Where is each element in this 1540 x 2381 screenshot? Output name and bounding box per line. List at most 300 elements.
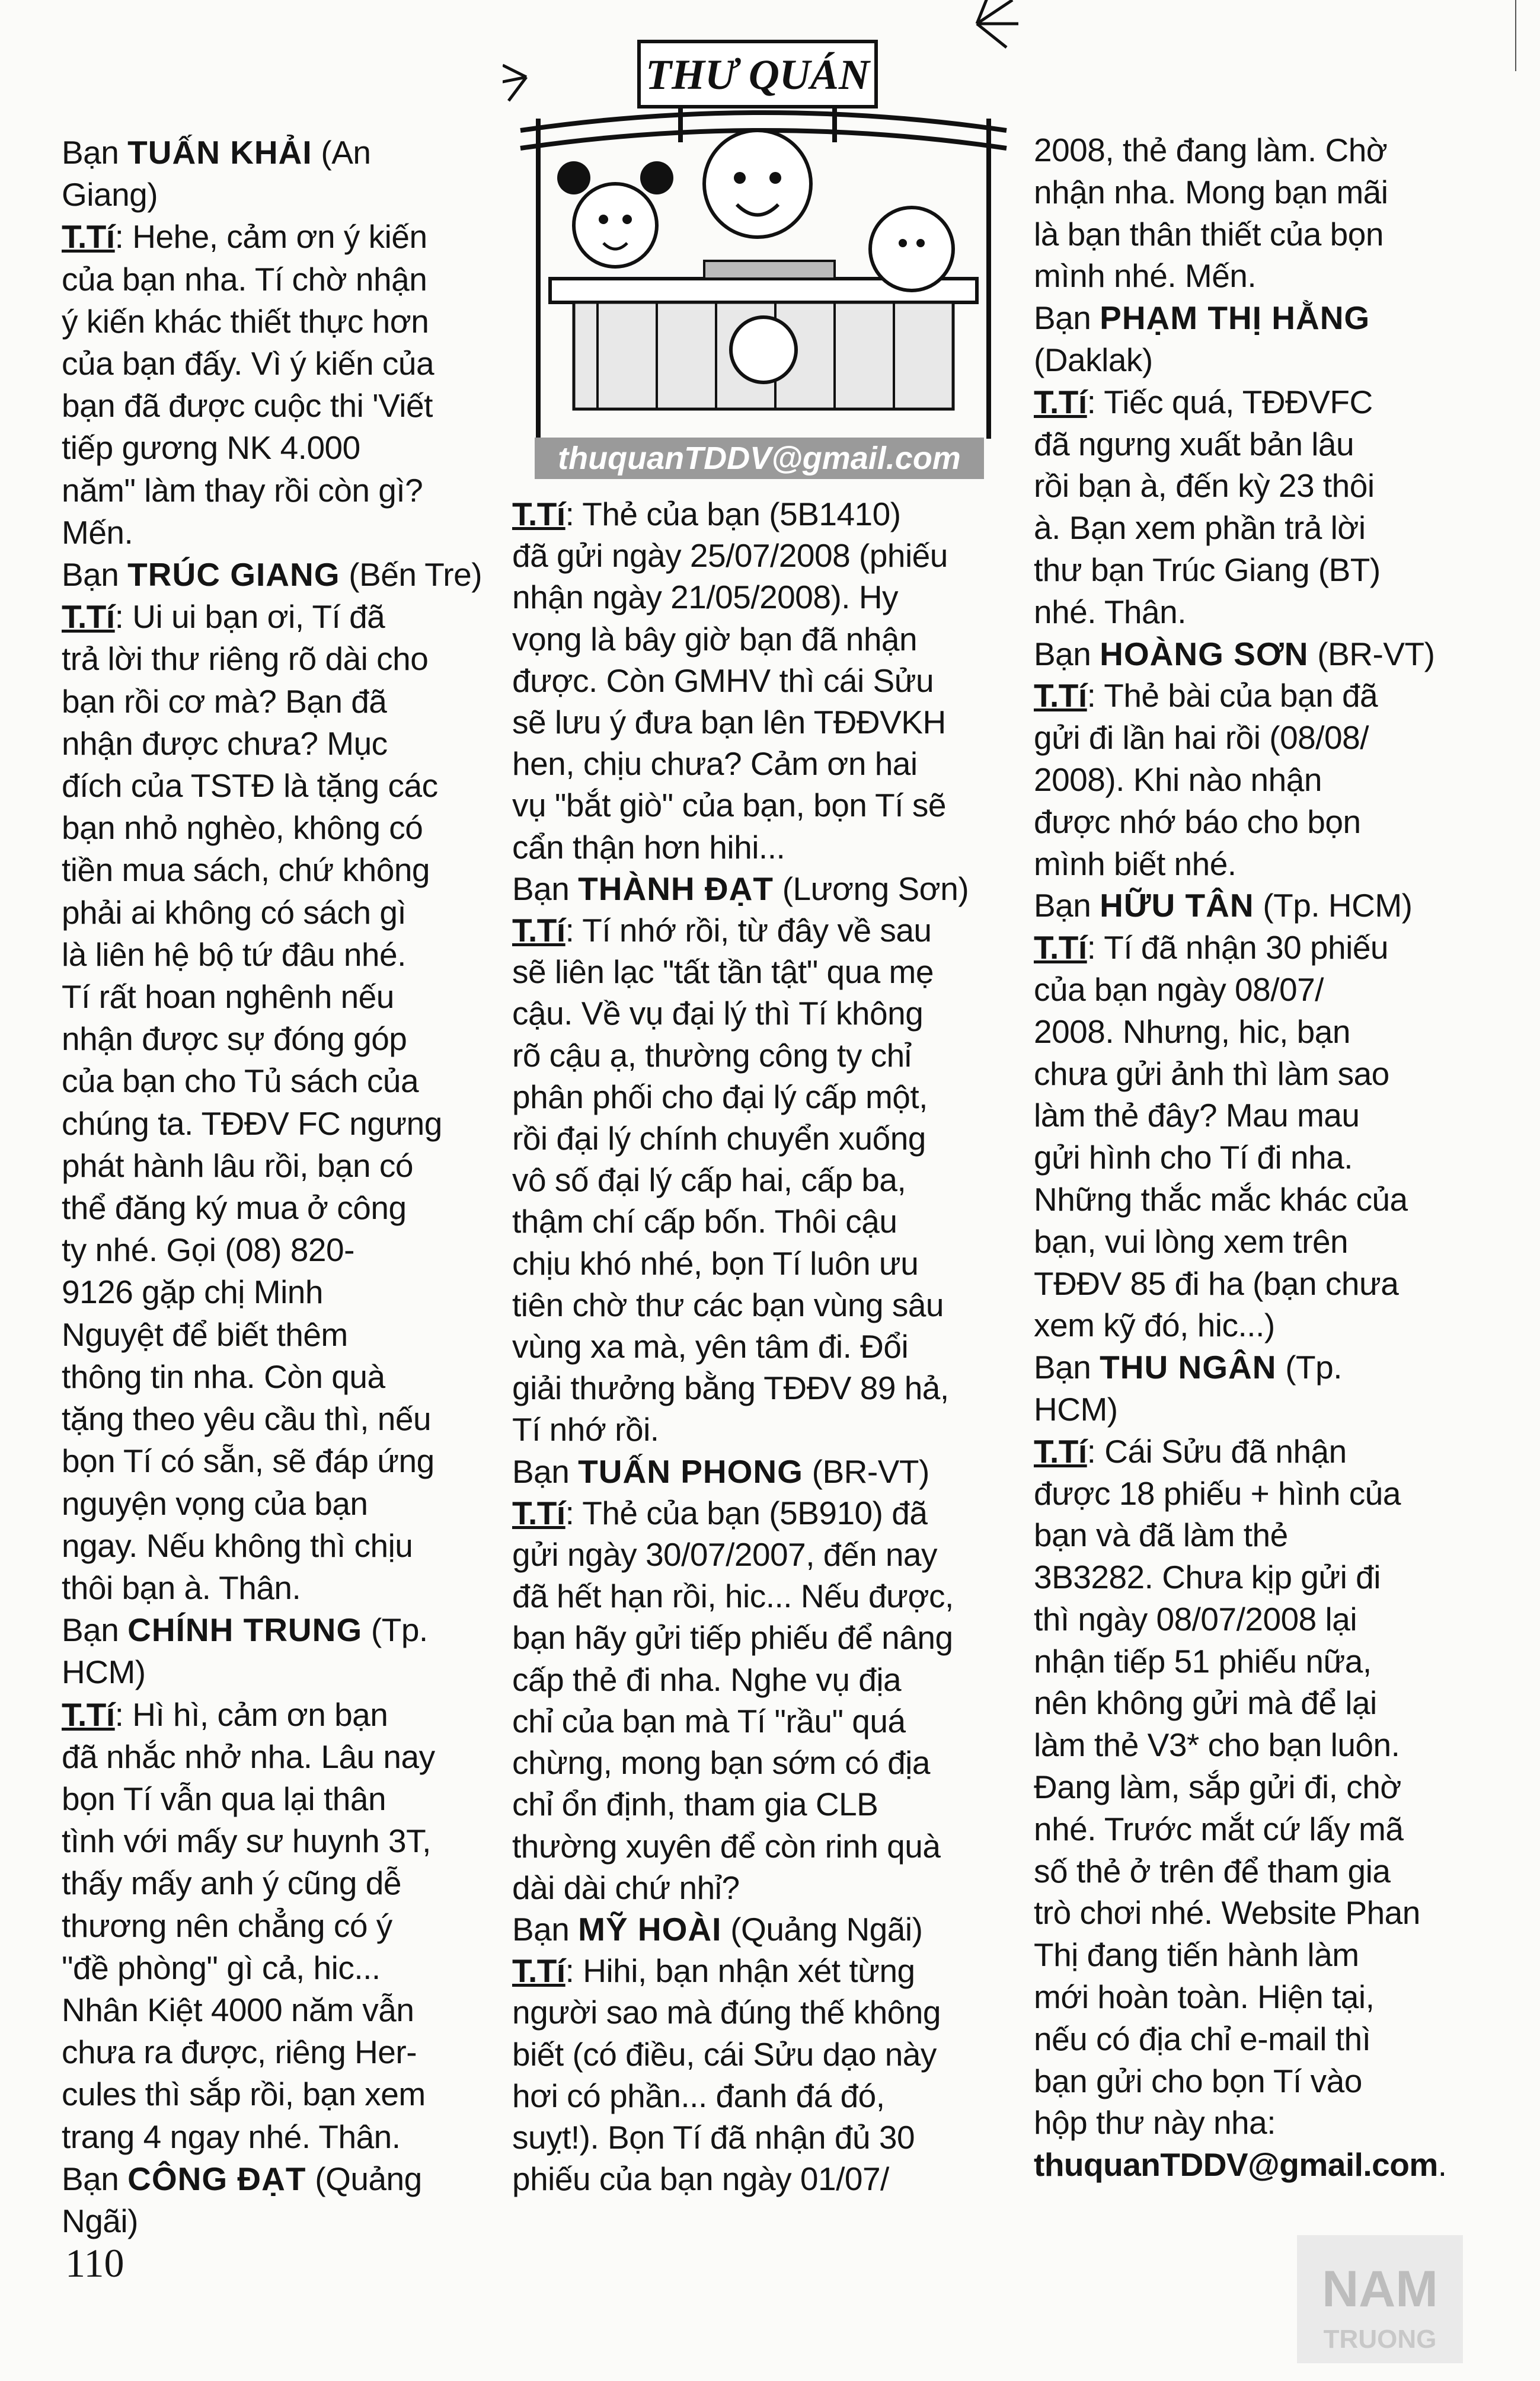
text-segment: thường xuyên để còn rinh quà <box>512 1827 941 1865</box>
text-line <box>1034 1850 1450 1892</box>
text-segment: người sao mà đúng thế không <box>512 1994 941 2031</box>
text-line <box>62 258 471 301</box>
text-line <box>1034 1473 1450 1515</box>
logo-line-1: NAM <box>1322 2261 1438 2318</box>
text-segment: rõ cậu ạ, thường công ty chỉ <box>512 1036 912 1074</box>
text-segment: : Ui ui bạn ơi, Tí đã <box>114 598 385 636</box>
text-line <box>1034 801 1450 843</box>
text-segment: Thị đang tiến hành làm <box>1034 1936 1359 1974</box>
text-line <box>62 1187 471 1229</box>
scan-edge-line <box>1515 0 1516 71</box>
text-segment: nhận được chưa? Mục <box>62 724 388 762</box>
text-line <box>1034 1179 1450 1221</box>
text-line <box>62 512 471 554</box>
text-segment: giải thưởng bằng TĐĐV 89 hả, <box>512 1370 949 1407</box>
text-segment: vô số đại lý cấp hai, cấp ba, <box>512 1161 906 1199</box>
text-segment: xem kỹ đó, hic...) <box>1034 1307 1275 1344</box>
text-line <box>512 1243 999 1284</box>
text-line <box>62 385 471 427</box>
text-line <box>512 1409 999 1450</box>
text-segment: hen, chịu chưa? Cảm ơn hai <box>512 745 918 783</box>
text-line <box>512 1284 999 1326</box>
text-line <box>1034 1137 1450 1179</box>
text-segment: bạn đã được cuộc thi 'Viết <box>62 387 433 425</box>
text-line <box>512 1367 999 1409</box>
text-segment: (Quảng Ngãi) <box>721 1910 923 1948</box>
text-line <box>62 1314 471 1356</box>
text-segment: : Cái Sửu đã nhận <box>1087 1432 1347 1470</box>
text-segment: phát hành lâu rồi, bạn có <box>62 1147 413 1184</box>
text-segment: ngay. Nếu không thì chịu <box>62 1527 413 1564</box>
text-segment: phân phối cho đại lý cấp một, <box>512 1078 928 1115</box>
text-segment: tiền mua sách, chứ không <box>62 851 430 889</box>
text-segment: phiếu của bạn ngày 01/07/ <box>512 2160 889 2198</box>
text-segment: Mến. <box>62 513 133 551</box>
text-line <box>512 1201 999 1242</box>
text-line <box>512 1908 999 1950</box>
text-segment: Bạn <box>1034 1349 1100 1386</box>
text-segment: Bạn <box>62 2160 128 2197</box>
text-segment: Bạn <box>512 870 579 907</box>
text-line <box>512 1825 999 1867</box>
text-segment: (Tp. <box>362 1611 428 1649</box>
sign-text: THƯ QUÁN <box>646 51 870 98</box>
text-line <box>62 2073 471 2115</box>
text-line <box>62 1440 471 1482</box>
reply-label: T.Tí <box>62 218 115 256</box>
text-segment: Bạn <box>1034 635 1100 672</box>
reply-label: T.Tí <box>62 1696 115 1733</box>
text-segment: là bạn thân thiết của bọn <box>1034 215 1384 253</box>
text-segment: nhận ngày 21/05/2008). Hy <box>512 579 899 616</box>
text-segment: 3B3282. Chưa kịp gửi đi <box>1034 1559 1381 1596</box>
text-line <box>62 470 471 512</box>
text-segment: bạn rồi cơ mà? Bạn đã <box>62 682 387 720</box>
text-segment: Tí rất hoan nghênh nếu <box>62 978 394 1016</box>
text-segment: nhận được sự đóng góp <box>62 1020 407 1058</box>
text-segment: Bạn <box>62 556 128 593</box>
thu-quan-header-illustration <box>503 0 1024 492</box>
email-banner: thuquanTDDV@gmail.com <box>535 438 984 479</box>
text-line <box>1034 843 1450 885</box>
text-segment: làm thẻ V3* cho bạn luôn. <box>1034 1726 1400 1764</box>
reply-label: T.Tí <box>512 496 565 532</box>
text-line <box>512 1534 999 1575</box>
text-line <box>1034 1556 1450 1598</box>
text-segment: bạn nhỏ nghèo, không có <box>62 809 423 847</box>
text-segment: cẩn thận hơn hihi... <box>512 828 785 866</box>
text-segment: (Lương Sơn) <box>773 870 969 907</box>
text-line <box>512 660 999 701</box>
text-line <box>1034 213 1450 256</box>
text-segment: Nguyệt để biết thêm <box>62 1316 348 1353</box>
text-line <box>1034 591 1450 633</box>
reply-label: T.Tí <box>512 912 565 949</box>
text-segment: thư bạn Trúc Giang (BT) <box>1034 551 1381 588</box>
text-segment: tặng theo yêu cầu thì, nếu <box>62 1400 432 1438</box>
text-segment: nhé. Thân. <box>1034 593 1186 630</box>
text-segment: : Tí đã nhận 30 phiếu <box>1087 929 1389 966</box>
text-segment: tình với mấy sư huynh 3T, <box>62 1823 431 1860</box>
text-line <box>62 1778 471 1820</box>
text-segment: : Hihi, bạn nhận xét từng <box>565 1952 915 1990</box>
logo-line-2: TRUONG <box>1323 2325 1437 2354</box>
text-segment: Bạn <box>1034 887 1100 924</box>
text-segment: sẽ liên lạc "tất tần tật" qua mẹ <box>512 953 934 991</box>
text-line <box>512 2075 999 2117</box>
text-line <box>62 1609 471 1651</box>
text-line <box>1034 1808 1450 1850</box>
text-segment: trò chơi nhé. Website Phan <box>1034 1894 1420 1932</box>
text-line <box>1034 339 1450 381</box>
text-line <box>512 1991 999 2033</box>
text-segment: mình nhé. Mến. <box>1034 257 1257 295</box>
text-segment: Nhân Kiệt 4000 năm vẫn <box>62 1991 414 2028</box>
text-line <box>1034 1724 1450 1766</box>
text-line <box>1034 633 1450 675</box>
reply-label: T.Tí <box>1034 1432 1087 1470</box>
text-line <box>62 1567 471 1609</box>
text-line <box>1034 507 1450 549</box>
text-line <box>1034 2102 1450 2144</box>
text-line <box>512 868 999 909</box>
text-line <box>1034 465 1450 507</box>
reader-name: PHẠM THỊ HẰNG <box>1100 299 1370 337</box>
text-segment: (BR-VT) <box>803 1453 929 1490</box>
text-line <box>512 576 999 618</box>
text-segment: Bạn <box>62 134 128 171</box>
text-segment: bạn hãy gửi tiếp phiếu để nâng <box>512 1619 953 1657</box>
text-segment: vọng là bây giờ bạn đã nhận <box>512 620 918 658</box>
text-segment: : Hì hì, cảm ơn bạn <box>114 1696 388 1733</box>
text-line <box>1034 1976 1450 2018</box>
text-line <box>512 1783 999 1825</box>
text-line <box>1034 1640 1450 1683</box>
text-segment: Ngãi) <box>62 2202 138 2239</box>
text-segment: à. Bạn xem phần trả lời <box>1034 509 1366 547</box>
text-segment: Đang làm, sắp gửi đi, chờ <box>1034 1769 1401 1806</box>
text-line <box>62 723 471 765</box>
text-segment: rồi đại lý chính chuyển xuống <box>512 1120 926 1157</box>
email-address: thuquanTDDV@gmail.com <box>1034 2146 1438 2184</box>
reader-name: THU NGÂN <box>1100 1349 1277 1386</box>
text-line <box>62 343 471 385</box>
text-line <box>512 1451 999 1492</box>
text-segment: thấy mấy anh ý cũng dễ <box>62 1865 401 1902</box>
text-line <box>62 976 471 1018</box>
text-line <box>1034 1053 1450 1095</box>
text-segment: TĐĐV 85 đi ha (bạn chưa <box>1034 1265 1399 1302</box>
text-segment: của bạn nha. Tí chờ nhận <box>62 260 427 298</box>
text-segment: phải ai không có sách gì <box>62 893 407 931</box>
text-line <box>512 1118 999 1159</box>
text-line <box>62 1229 471 1271</box>
text-segment: thể đăng ký mua ở công <box>62 1189 407 1227</box>
text-segment: vụ "bắt giò" của bạn, bọn Tí sẽ <box>512 787 946 824</box>
text-line <box>1034 2018 1450 2060</box>
text-line <box>62 807 471 849</box>
text-line <box>62 596 471 638</box>
text-segment: thôi bạn à. Thân. <box>62 1569 301 1606</box>
text-segment: ty nhé. Gọi (08) 820- <box>62 1231 354 1269</box>
text-line <box>62 765 471 807</box>
text-line <box>512 1035 999 1076</box>
text-line <box>1034 1682 1450 1724</box>
text-segment: . <box>1437 2146 1447 2184</box>
reply-label: T.Tí <box>1034 929 1087 966</box>
text-line <box>1034 927 1450 969</box>
text-segment: thương nên chẳng có ý <box>62 1907 392 1944</box>
reply-label: T.Tí <box>512 1494 565 1531</box>
text-line <box>1034 759 1450 801</box>
text-segment: của bạn đấy. Vì ý kiến của <box>62 345 434 382</box>
text-segment: 9126 gặp chị Minh <box>62 1274 323 1311</box>
text-line <box>1034 675 1450 717</box>
text-line <box>62 427 471 469</box>
text-line <box>1034 1892 1450 1934</box>
text-line <box>62 554 483 596</box>
text-line <box>512 1159 999 1201</box>
text-line <box>1034 1221 1450 1263</box>
text-line <box>62 174 471 216</box>
text-line <box>1034 885 1450 927</box>
text-line <box>512 826 999 868</box>
text-line <box>1034 1598 1450 1640</box>
text-segment: HCM) <box>1034 1390 1118 1428</box>
reader-name: THÀNH ĐẠT <box>578 870 774 907</box>
text-line <box>62 2031 471 2073</box>
text-segment: Những thắc mắc khác của <box>1034 1180 1408 1218</box>
text-line <box>62 216 471 258</box>
text-segment: chỉ ổn định, tham gia CLB <box>512 1786 878 1823</box>
text-line <box>512 2158 999 2200</box>
text-segment: (Tp. HCM) <box>1254 887 1413 924</box>
reply-label: T.Tí <box>512 1952 565 1990</box>
text-segment: Tí nhớ rồi. <box>512 1411 659 1448</box>
text-line <box>62 1820 471 1862</box>
text-segment: : Hehe, cảm ơn ý kiến <box>114 218 427 256</box>
text-segment: đã hết hạn rồi, hic... Nếu được, <box>512 1578 954 1615</box>
reply-label: T.Tí <box>1034 383 1087 420</box>
text-line <box>62 1989 471 2031</box>
text-line <box>62 638 471 680</box>
text-line <box>1034 1389 1450 1431</box>
text-line <box>1034 549 1450 591</box>
text-line <box>62 1271 471 1313</box>
text-line <box>1034 1094 1450 1137</box>
text-segment: nhé. Trước mắt cứ lấy mã <box>1034 1810 1404 1847</box>
column-1 <box>62 132 483 2242</box>
reader-name: TUẤN KHẢI <box>127 134 312 171</box>
text-line <box>62 1103 471 1145</box>
text-segment: Bạn <box>62 1611 128 1649</box>
text-line <box>1034 1263 1450 1305</box>
text-segment: trang 4 ngay nhé. Thân. <box>62 2118 401 2155</box>
reader-name: TRÚC GIANG <box>127 556 340 593</box>
text-line <box>512 493 999 535</box>
text-segment: năm" làm thay rồi còn gì? <box>62 471 423 509</box>
text-segment: bạn và đã làm thẻ <box>1034 1517 1288 1554</box>
text-segment: bạn gửi cho bọn Tí vào <box>1034 2062 1362 2099</box>
text-line <box>1034 171 1450 213</box>
text-segment: đích của TSTĐ là tặng các <box>62 767 438 805</box>
text-line <box>1034 1346 1450 1389</box>
reader-name: TUẤN PHONG <box>578 1453 803 1490</box>
text-segment: suỵt!). Bọn Tí đã nhận đủ 30 <box>512 2118 915 2156</box>
text-segment: ý kiến khác thiết thực hơn <box>62 302 429 340</box>
reader-name: MỸ HOÀI <box>578 1910 722 1948</box>
text-segment: cậu. Về vụ đại lý thì Tí không <box>512 995 924 1032</box>
text-segment: đã gửi ngày 25/07/2008 (phiếu <box>512 537 948 574</box>
text-segment: nhận tiếp 51 phiếu nữa, <box>1034 1642 1372 1680</box>
reply-label: T.Tí <box>1034 677 1087 714</box>
page-number: 110 <box>65 2240 124 2286</box>
text-line <box>512 784 999 826</box>
text-segment: được nhớ báo cho bọn <box>1034 803 1361 840</box>
text-segment: cules thì sắp rồi, bạn xem <box>62 2076 426 2113</box>
text-line <box>512 1492 999 1534</box>
text-line <box>512 2117 999 2158</box>
text-segment: nên không gửi mà để lại <box>1034 1684 1377 1722</box>
text-segment: (BR-VT) <box>1308 635 1435 672</box>
reply-label: T.Tí <box>62 598 115 636</box>
text-line <box>62 1525 471 1567</box>
text-line <box>1034 2060 1450 2102</box>
text-segment: chưa gửi ảnh thì làm sao <box>1034 1055 1389 1092</box>
text-line <box>512 1700 999 1742</box>
text-line <box>1034 1766 1450 1808</box>
text-line <box>1034 1304 1450 1346</box>
text-line <box>62 1018 471 1060</box>
nam-truong-logo <box>1291 2229 1469 2369</box>
text-segment: gửi ngày 30/07/2007, đến nay <box>512 1536 938 1573</box>
text-segment: 2008. Nhưng, hic, bạn <box>1034 1013 1350 1050</box>
text-segment: 2008). Khi nào nhận <box>1034 761 1322 798</box>
text-segment: trả lời thư riêng rõ dài cho <box>62 640 429 678</box>
text-segment: nguyện vọng của bạn <box>62 1485 368 1522</box>
text-segment: (Bến Tre) <box>340 556 483 593</box>
text-segment: đã ngưng xuất bản lâu <box>1034 425 1354 462</box>
text-segment: là liên hệ bộ tứ đâu nhé. <box>62 936 406 973</box>
text-segment: biết (có điều, cái Sửu dạo này <box>512 2035 937 2073</box>
text-segment: : Tiếc quá, TĐĐVFC <box>1087 383 1373 420</box>
text-segment: : Thẻ bài của bạn đã <box>1087 677 1378 714</box>
text-segment: chúng ta. TĐĐV FC ngưng <box>62 1105 442 1142</box>
text-line <box>512 743 999 784</box>
text-line <box>1034 255 1450 297</box>
reader-name: CÔNG ĐẠT <box>127 2160 306 2197</box>
text-line <box>1034 717 1450 759</box>
text-line <box>1034 297 1450 339</box>
text-segment: nếu có địa chỉ e-mail thì <box>1034 2020 1371 2057</box>
text-line <box>1034 1934 1450 1976</box>
text-line <box>512 535 999 576</box>
text-line <box>62 301 471 343</box>
text-line <box>1034 381 1450 423</box>
text-line <box>62 1651 471 1693</box>
text-line <box>62 132 471 174</box>
text-line <box>62 1398 471 1440</box>
text-line <box>1034 1431 1450 1473</box>
text-segment: gửi đi lần hai rồi (08/08/ <box>1034 719 1369 757</box>
text-line <box>62 1694 471 1736</box>
text-segment: bạn, vui lòng xem trên <box>1034 1223 1349 1260</box>
text-segment: của bạn cho Tủ sách của <box>62 1062 419 1100</box>
column-2 <box>512 493 999 2200</box>
text-line <box>512 951 999 992</box>
text-segment: : Thẻ của bạn (5B1410) <box>565 496 901 532</box>
text-line <box>1034 129 1450 171</box>
text-segment: (An <box>312 134 371 171</box>
text-segment: thông tin nha. Còn quà <box>62 1358 385 1395</box>
text-line <box>62 1862 471 1904</box>
text-line <box>512 1659 999 1700</box>
text-segment: chỉ của bạn mà Tí "rầu" quá <box>512 1702 906 1740</box>
text-line <box>512 909 999 951</box>
text-line <box>512 2034 999 2075</box>
text-segment: nhận nha. Mong bạn mãi <box>1034 173 1388 210</box>
text-line <box>62 2200 471 2242</box>
text-line <box>512 1076 999 1118</box>
reader-name: CHÍNH TRUNG <box>127 1611 363 1649</box>
text-segment: tiên chờ thư các bạn vùng sâu <box>512 1286 944 1323</box>
text-line <box>62 849 471 891</box>
text-segment: hộp thư này nha: <box>1034 2104 1276 2141</box>
text-segment: HCM) <box>62 1654 146 1691</box>
text-segment: mới hoàn toàn. Hiện tại, <box>1034 1978 1375 2016</box>
text-segment: vùng xa mà, yên tâm đi. Đổi <box>512 1328 909 1365</box>
text-segment: thì ngày 08/07/2008 lại <box>1034 1600 1357 1638</box>
text-line <box>62 2158 471 2200</box>
reader-name: HỮU TÂN <box>1100 887 1254 924</box>
text-segment: Bạn <box>512 1453 579 1490</box>
text-line <box>62 2116 471 2158</box>
text-segment: Giang) <box>62 176 158 213</box>
text-segment: được. Còn GMHV thì cái Sửu <box>512 662 934 699</box>
text-segment: (Quảng <box>306 2160 422 2197</box>
text-line <box>1034 1011 1450 1053</box>
text-segment: được 18 phiếu + hình của <box>1034 1474 1401 1512</box>
text-segment: đã nhắc nhở nha. Lâu nay <box>62 1738 435 1775</box>
text-segment: tiếp gương NK 4.000 <box>62 429 360 467</box>
text-line <box>62 892 471 934</box>
text-segment: sẽ lưu ý đưa bạn lên TĐĐVKH <box>512 704 946 741</box>
text-segment: 2008, thẻ đang làm. Chờ <box>1034 132 1388 168</box>
text-line <box>512 1950 999 1991</box>
text-line <box>62 1356 471 1398</box>
text-line <box>62 681 471 723</box>
text-line <box>62 1060 471 1102</box>
text-segment: bọn Tí vẫn qua lại thân <box>62 1780 386 1817</box>
text-segment: chưa ra được, riêng Her- <box>62 2034 417 2071</box>
text-segment: (Tp. <box>1276 1349 1342 1386</box>
text-segment: bọn Tí có sẵn, sẽ đáp ứng <box>62 1442 434 1480</box>
text-segment: : Tí nhớ rồi, từ đây về sau <box>565 912 932 949</box>
text-segment: chừng, mong bạn sớm có địa <box>512 1744 930 1782</box>
text-segment: số thẻ ở trên để tham gia <box>1034 1852 1391 1890</box>
column-3 <box>1034 129 1450 2186</box>
text-line <box>1034 1514 1450 1556</box>
text-line <box>1034 423 1450 465</box>
text-line <box>62 1947 471 1989</box>
text-segment: Bạn <box>512 1910 579 1948</box>
text-segment: : Thẻ của bạn (5B910) đã <box>565 1494 928 1531</box>
text-line <box>512 1575 999 1617</box>
text-segment: mình biết nhé. <box>1034 845 1237 882</box>
text-segment: hơi có phần... đanh đá đó, <box>512 2077 885 2114</box>
text-line <box>512 701 999 743</box>
text-segment: làm thẻ đây? Mau mau <box>1034 1097 1360 1134</box>
